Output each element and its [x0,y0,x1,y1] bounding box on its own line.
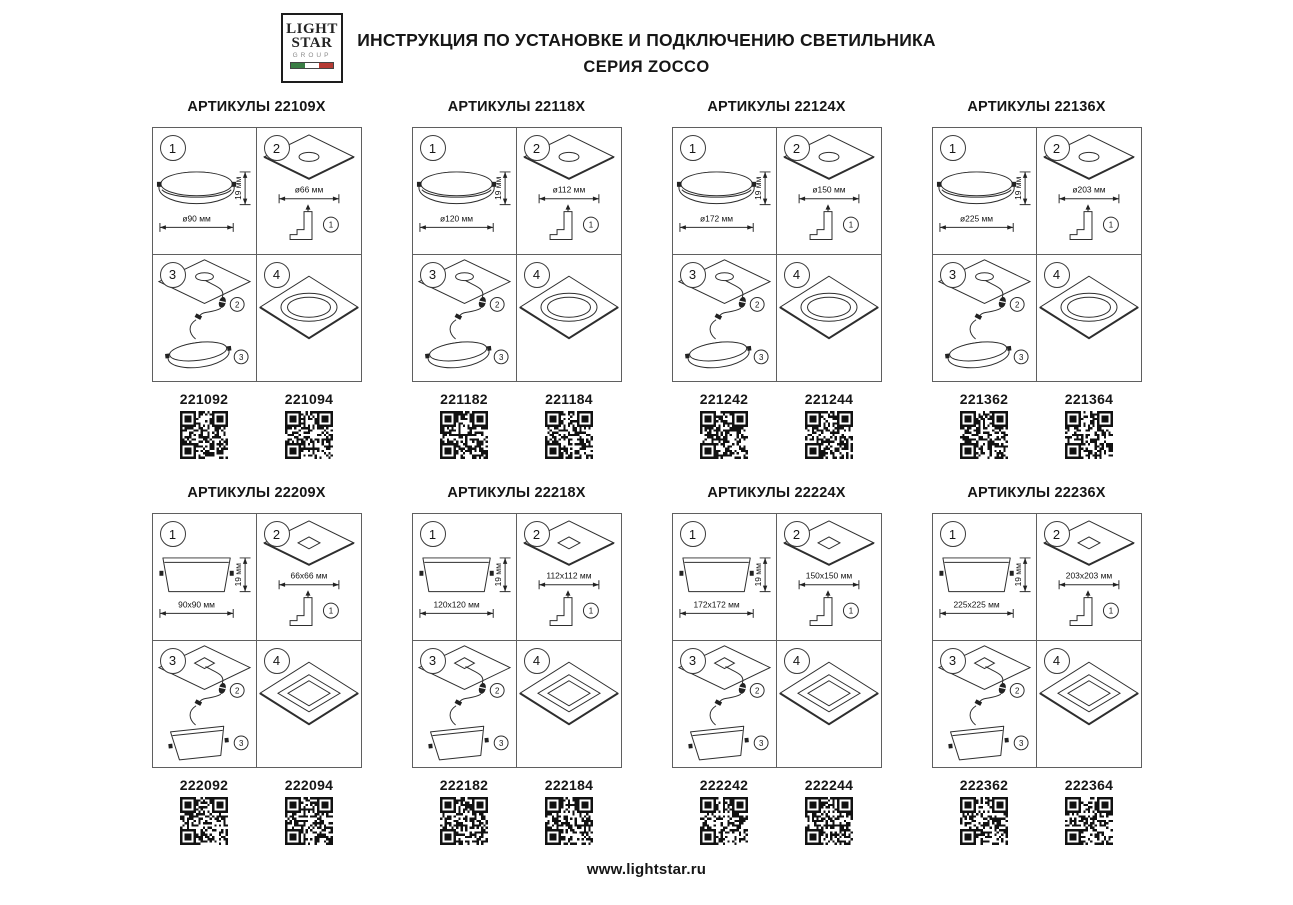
step-1-cell [413,128,517,255]
fixture-height-dimension: 19 мм [492,563,503,587]
qr-codes-row [932,797,1142,845]
qr-code [805,411,853,459]
cutout-dimension: 112x112 мм [545,570,592,581]
fixture-width-dimension: ø90 мм [181,213,211,224]
cutout-dimension: ø66 мм [294,184,323,195]
step-4-cell [777,641,881,768]
wire-ref-number: 2 [494,685,499,695]
fixture-width-dimension: ø225 мм [959,213,993,224]
product-code: 221244 [804,391,854,407]
product-panel [387,485,647,845]
step-2-badge: 2 [524,521,550,547]
product-code: 222244 [804,777,854,793]
instruction-steps-box [932,127,1142,382]
step-3-cell [413,641,517,768]
product-code: 222092 [179,777,229,793]
qr-slot [777,411,882,459]
product-panel [907,99,1167,459]
panel-title: АРТИКУЛЫ 22236X [967,485,1106,501]
step-1-cell [933,128,1037,255]
step-3-badge: 3 [940,648,966,674]
step-2-badge: 2 [264,521,290,547]
step-4-badge: 4 [264,648,290,674]
step-2-badge: 2 [524,135,550,161]
step-4-cell [517,255,621,382]
step-2-cell [777,514,881,641]
step-1-cell [153,514,257,641]
step-3-cell [933,255,1037,382]
step-2-badge: 2 [784,135,810,161]
step-2-cell [1037,128,1141,255]
product-code: 221094 [284,391,334,407]
panel-title: АРТИКУЛЫ 22224X [707,485,846,501]
instruction-steps-box [412,513,622,768]
product-code: 221092 [179,391,229,407]
step-2-badge: 2 [784,521,810,547]
product-code: 221184 [545,391,593,407]
step-3-badge: 3 [680,648,706,674]
step-1-badge: 1 [680,521,706,547]
qr-slot [672,411,777,459]
step-2-cell [257,128,361,255]
clip-ref-number: 1 [848,606,853,616]
panel-title: АРТИКУЛЫ 22218X [447,485,586,501]
logo-text-star: STAR [291,35,333,51]
fixture-ref-number: 3 [498,352,503,362]
footer-url: www.lightstar.ru [586,861,707,878]
fixture-height-dimension: 19 мм [752,176,763,200]
product-panel [907,485,1167,845]
step-1-badge: 1 [160,135,186,161]
panels-grid [0,99,1293,845]
step-2-cell [517,514,621,641]
wire-ref-number: 2 [234,685,239,695]
fixture-width-dimension: ø172 мм [699,213,733,224]
qr-slot [517,797,622,845]
product-code: 222184 [544,777,594,793]
clip-ref-number: 1 [588,220,593,230]
clip-ref-number: 1 [848,220,853,230]
cutout-dimension: ø203 мм [1071,184,1106,195]
fixture-height-dimension: 19 мм [1012,176,1023,200]
product-panel [127,99,387,459]
instruction-steps-box [152,127,362,382]
product-panel [387,99,647,459]
qr-codes-row [152,411,362,459]
qr-slot [932,411,1037,459]
title-line-2: СЕРИЯ ZOCCO [583,58,710,76]
instruction-steps-box [672,513,882,768]
qr-slot [1037,797,1142,845]
qr-code [1065,797,1113,845]
product-code: 221364 [1064,391,1114,407]
step-4-badge: 4 [524,648,550,674]
product-code: 222242 [699,777,749,793]
product-code: 222362 [959,777,1009,793]
product-code: 222364 [1064,777,1114,793]
cutout-dimension: ø150 мм [811,184,846,195]
qr-codes-row [672,797,882,845]
clip-ref-number: 1 [1108,606,1113,616]
qr-code [960,797,1008,845]
step-1-cell [153,128,257,255]
step-2-badge: 2 [1044,521,1070,547]
qr-slot [672,797,777,845]
step-3-badge: 3 [420,262,446,288]
product-code: 222182 [439,777,489,793]
panel-title: АРТИКУЛЫ 22209X [187,485,326,501]
step-1-cell [413,514,517,641]
step-3-cell [673,641,777,768]
fixture-height-dimension: 19 мм [1012,563,1023,587]
panel-title: АРТИКУЛЫ 22136X [967,99,1106,115]
product-codes-row [932,391,1142,407]
fixture-ref-number: 3 [758,352,763,362]
step-1-badge: 1 [940,521,966,547]
wire-ref-number: 2 [1014,299,1019,309]
product-codes-row [412,391,622,407]
qr-code [700,797,748,845]
qr-slot [932,797,1037,845]
qr-codes-row [672,411,882,459]
cutout-dimension: 66x66 мм [289,570,328,581]
qr-code [180,797,228,845]
step-4-cell [257,641,361,768]
qr-slot [412,797,517,845]
cutout-dimension: 203x203 мм [1065,570,1112,581]
step-4-badge: 4 [784,648,810,674]
qr-code [545,411,593,459]
fixture-ref-number: 3 [1018,352,1023,362]
fixture-height-dimension: 19 мм [752,563,763,587]
fixture-ref-number: 3 [238,352,243,362]
page-title [0,30,1293,77]
logo-text-light: LIGHT [286,21,338,37]
clip-ref-number: 1 [1108,220,1113,230]
title-line-1: ИНСТРУКЦИЯ ПО УСТАНОВКЕ И ПОДКЛЮЧЕНИЮ СВЕТИЛЬНИКА [357,30,936,50]
step-4-cell [257,255,361,382]
fixture-height-dimension: 19 мм [232,176,243,200]
product-panel [647,485,907,845]
step-4-badge: 4 [264,262,290,288]
step-3-badge: 3 [160,648,186,674]
qr-code [440,797,488,845]
fixture-width-dimension: 120x120 мм [432,599,480,610]
qr-slot [517,411,622,459]
instruction-steps-box [932,513,1142,768]
product-codes-row [152,391,362,407]
qr-slot [412,411,517,459]
fixture-ref-number: 3 [498,738,503,748]
clip-ref-number: 1 [588,606,593,616]
step-4-badge: 4 [1044,262,1070,288]
wire-ref-number: 2 [754,299,759,309]
qr-code [700,411,748,459]
step-3-badge: 3 [160,262,186,288]
fixture-width-dimension: 225x225 мм [952,599,1000,610]
qr-code [285,411,333,459]
qr-codes-row [152,797,362,845]
wire-ref-number: 2 [234,299,239,309]
product-codes-row [672,777,882,793]
wire-ref-number: 2 [1014,685,1019,695]
step-4-badge: 4 [784,262,810,288]
panel-title: АРТИКУЛЫ 22124X [707,99,846,115]
step-1-badge: 1 [420,521,446,547]
step-2-cell [517,128,621,255]
qr-slot [257,797,362,845]
fixture-ref-number: 3 [758,738,763,748]
qr-code [805,797,853,845]
qr-codes-row [412,797,622,845]
cutout-dimension: ø112 мм [552,184,585,195]
product-codes-row [152,777,362,793]
step-2-badge: 2 [264,135,290,161]
fixture-width-dimension: 172x172 мм [692,599,740,610]
step-2-cell [257,514,361,641]
qr-code [1065,411,1113,459]
step-4-badge: 4 [524,262,550,288]
panel-title: АРТИКУЛЫ 22118X [447,99,586,115]
step-4-badge: 4 [1044,648,1070,674]
product-code: 221362 [959,391,1009,407]
product-panel [647,99,907,459]
clip-ref-number: 1 [328,606,333,616]
step-1-cell [673,128,777,255]
logo-text-group: GROUP [292,52,332,59]
step-3-badge: 3 [940,262,966,288]
instruction-steps-box [672,127,882,382]
step-1-cell [673,514,777,641]
fixture-height-dimension: 19 мм [492,176,503,200]
step-3-badge: 3 [680,262,706,288]
step-3-badge: 3 [420,648,446,674]
panel-title: АРТИКУЛЫ 22109X [187,99,326,115]
step-1-badge: 1 [940,135,966,161]
step-4-cell [777,255,881,382]
step-4-cell [517,641,621,768]
qr-slot [1037,411,1142,459]
qr-slot [777,797,882,845]
step-1-cell [933,514,1037,641]
qr-slot [152,411,257,459]
qr-codes-row [412,411,622,459]
instruction-steps-box [152,513,362,768]
qr-codes-row [932,411,1142,459]
step-2-cell [1037,514,1141,641]
qr-code [180,411,228,459]
step-3-cell [413,255,517,382]
step-3-cell [673,255,777,382]
step-4-cell [1037,641,1141,768]
product-code: 221242 [699,391,749,407]
qr-code [440,411,488,459]
product-codes-row [672,391,882,407]
fixture-height-dimension: 19 мм [232,563,243,587]
step-3-cell [153,641,257,768]
step-2-cell [777,128,881,255]
instruction-steps-box [412,127,622,382]
step-1-badge: 1 [420,135,446,161]
step-2-badge: 2 [1044,135,1070,161]
step-3-cell [153,255,257,382]
product-codes-row [932,777,1142,793]
wire-ref-number: 2 [754,685,759,695]
fixture-width-dimension: 90x90 мм [177,599,215,610]
qr-code [285,797,333,845]
qr-slot [257,411,362,459]
fixture-ref-number: 3 [1018,738,1023,748]
qr-code [545,797,593,845]
clip-ref-number: 1 [328,220,333,230]
product-codes-row [412,777,622,793]
product-code: 222094 [284,777,334,793]
cutout-dimension: 150x150 мм [805,570,852,581]
wire-ref-number: 2 [494,299,499,309]
step-3-cell [933,641,1037,768]
step-1-badge: 1 [160,521,186,547]
step-1-badge: 1 [680,135,706,161]
qr-slot [152,797,257,845]
product-panel [127,485,387,845]
fixture-ref-number: 3 [238,738,243,748]
step-4-cell [1037,255,1141,382]
fixture-width-dimension: ø120 мм [439,213,473,224]
qr-code [960,411,1008,459]
product-code: 221182 [440,391,488,407]
